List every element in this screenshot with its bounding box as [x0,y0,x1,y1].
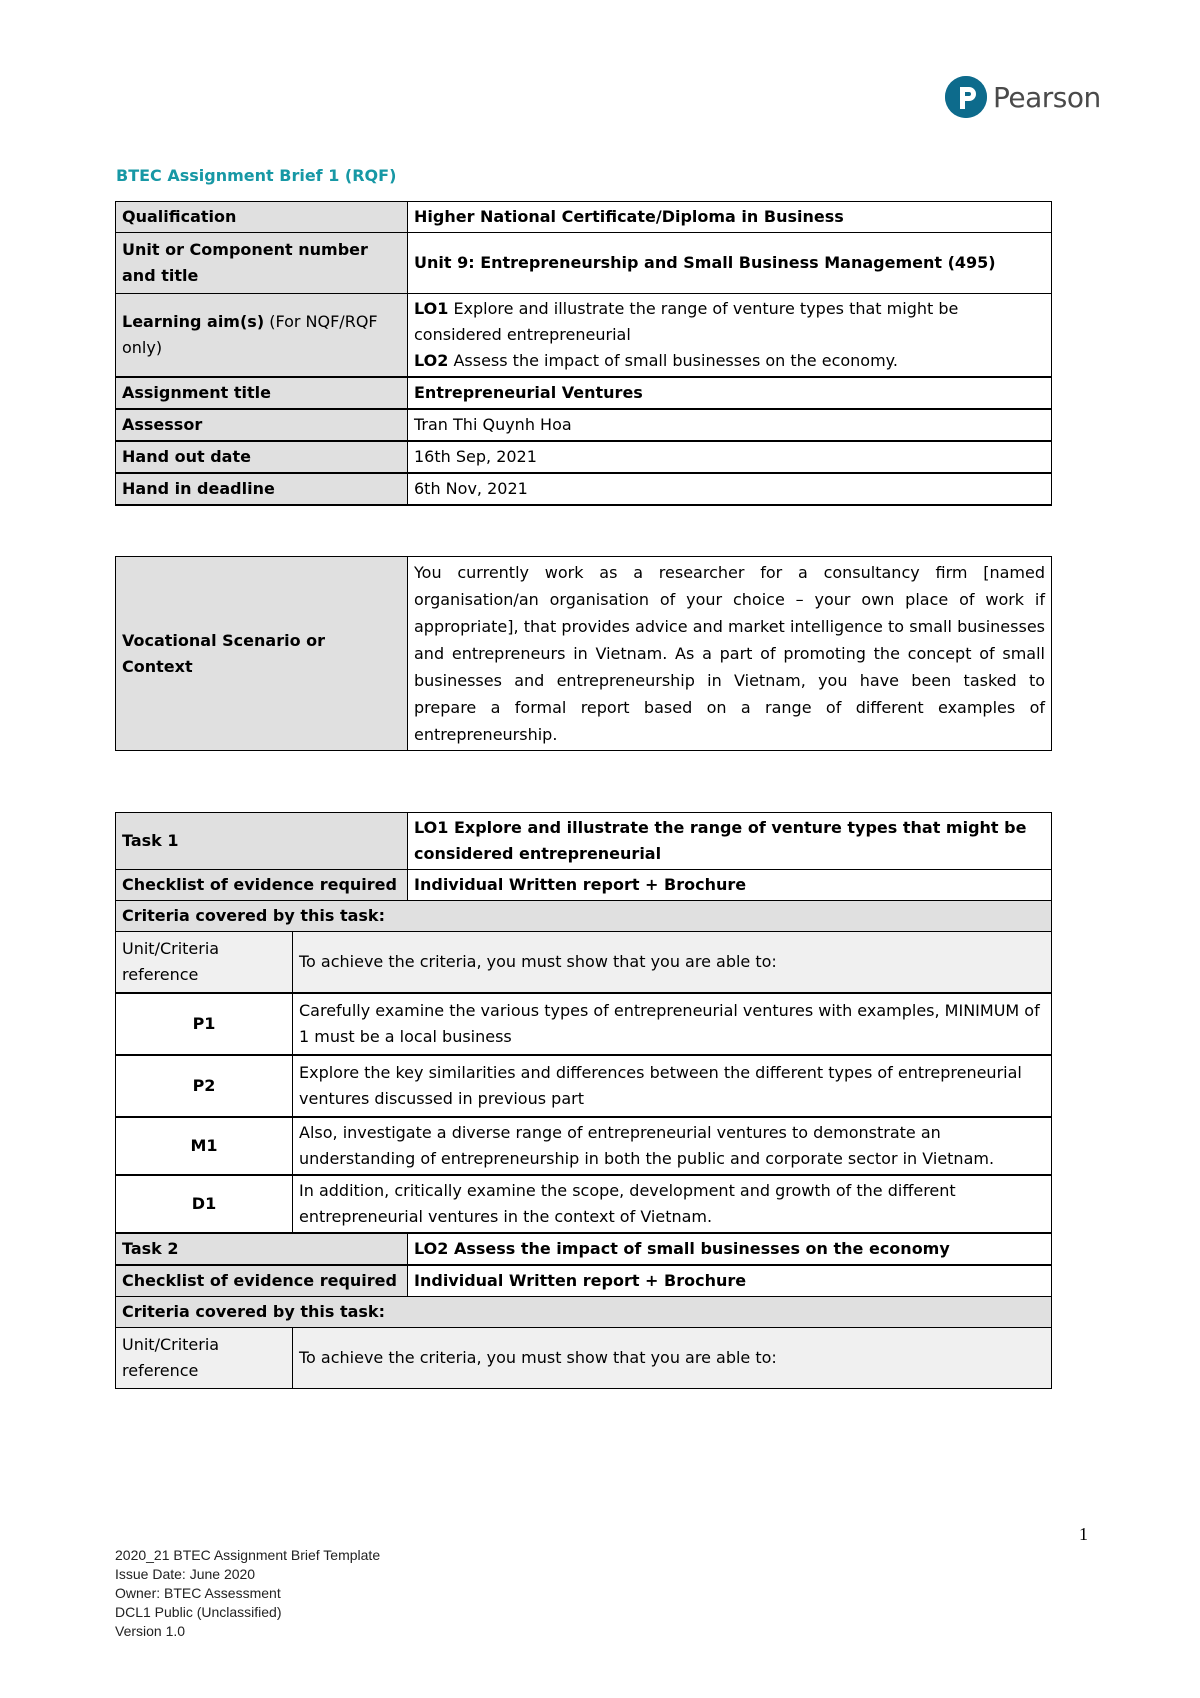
lo2-code: LO2 [414,351,449,370]
learning-aims-label [116,294,408,378]
task1-checklist-label: Checklist of evidence required [116,870,408,901]
page-title: BTEC Assignment Brief 1 (RQF) [116,166,397,185]
footer-template-name: 2020_21 BTEC Assignment Brief Template [115,1547,381,1563]
task2-criteria-heading-row [116,1297,1052,1328]
page-number: 1 [1079,1524,1088,1544]
task2-checklist-label: Checklist of evidence required [116,1265,408,1297]
criteria-text-p1: Carefully examine the various types of entrepreneurial ventures with examples, MINIMUM of 1 must be a local business [293,993,1052,1055]
learning-aims-value [408,294,1052,378]
pearson-logo [945,72,1101,122]
unit-label: Unit or Component number and title [116,233,408,294]
assessor-label: Assessor [116,409,408,441]
task1-ref-header: Unit/Criteria reference [116,932,293,994]
qualification-value: Higher National Certificate/Diploma in Business [408,202,1052,233]
pearson-logo-text: Pearson [993,80,1101,114]
learning-aims-label-bold: Learning aim(s) [122,312,265,331]
criteria-row-d1 [116,1175,1052,1233]
learning-aims-label-note: (For NQF/RQF only) [122,312,378,357]
hand-out-row [116,441,1052,473]
criteria-code-p2: P2 [116,1055,293,1117]
task-table [115,812,1052,1389]
unit-value: Unit 9: Entrepreneurship and Small Business Management (495) [408,233,1052,294]
task2-criteria-header-row [116,1328,1052,1389]
task2-checklist-row [116,1265,1052,1297]
hand-out-value: 16th Sep, 2021 [408,441,1052,473]
criteria-code-m1: M1 [116,1117,293,1175]
scenario-table [115,556,1052,751]
hand-in-value: 6th Nov, 2021 [408,473,1052,505]
task2-checklist-value: Individual Written report + Brochure [408,1265,1052,1297]
assignment-info-table [115,201,1052,506]
task1-criteria-header-row [116,932,1052,994]
criteria-text-d1: In addition, critically examine the scope, development and growth of the different entrepreneurial ventures in the context of Vietnam. [293,1175,1052,1233]
task1-lo: LO1 Explore and illustrate the range of venture types that might be considered entrepreneurial [408,813,1052,870]
footer-version: Version 1.0 [115,1623,186,1639]
task1-label: Task 1 [116,813,408,870]
criteria-text-m1: Also, investigate a diverse range of entrepreneurial ventures to demonstrate an understanding of entrepreneurship in both the public and corporate sector in Vietnam. [293,1117,1052,1175]
unit-row [116,233,1052,294]
pearson-logo-icon [945,76,987,118]
lo2-text: Assess the impact of small businesses on the economy. [448,351,898,370]
criteria-row-p2 [116,1055,1052,1117]
assignment-title-row [116,377,1052,409]
assignment-title-label: Assignment title [116,377,408,409]
scenario-label: Vocational Scenario or Context [116,557,408,751]
criteria-row-m1 [116,1117,1052,1175]
footer-issue-date: Issue Date: June 2020 [115,1566,256,1582]
hand-out-label: Hand out date [116,441,408,473]
criteria-code-p1: P1 [116,993,293,1055]
criteria-text-p2: Explore the key similarities and differences between the different types of entrepreneurial ventures discussed in previous part [293,1055,1052,1117]
task1-criteria-heading: Criteria covered by this task: [116,901,1052,932]
task2-achieve-header: To achieve the criteria, you must show that you are able to: [293,1328,1052,1389]
assessor-value: Tran Thi Quynh Hoa [408,409,1052,441]
assessor-row [116,409,1052,441]
task2-criteria-heading: Criteria covered by this task: [116,1297,1052,1328]
task2-ref-header: Unit/Criteria reference [116,1328,293,1389]
task1-criteria-heading-row [116,901,1052,932]
assignment-title-value: Entrepreneurial Ventures [408,377,1052,409]
hand-in-row [116,473,1052,505]
document-footer [115,1546,380,1641]
lo1-code: LO1 [414,299,449,318]
task1-row [116,813,1052,870]
scenario-text: You currently work as a researcher for a consultancy firm [named organisation/an organisation of your choice – your own place of work if appropriate], that provides advice and market intelligence to small businesses and entrepreneurs in Vietnam. As a part of promoting the concept of small businesses and entrepreneurship in Vietnam, you have been tasked to prepare a formal report based on a range of different examples of entrepreneurship. [408,557,1052,751]
qualification-row [116,202,1052,233]
task2-row [116,1233,1052,1265]
criteria-row-p1 [116,993,1052,1055]
task1-checklist-row [116,870,1052,901]
hand-in-label: Hand in deadline [116,473,408,505]
task2-label: Task 2 [116,1233,408,1265]
task1-achieve-header: To achieve the criteria, you must show that you are able to: [293,932,1052,994]
learning-aims-row [116,294,1052,378]
scenario-row [116,557,1052,751]
criteria-code-d1: D1 [116,1175,293,1233]
lo1-text: Explore and illustrate the range of venture types that might be considered entrepreneurial [414,299,959,344]
qualification-label: Qualification [116,202,408,233]
task1-checklist-value: Individual Written report + Brochure [408,870,1052,901]
task2-lo: LO2 Assess the impact of small businesses on the economy [408,1233,1052,1265]
footer-owner: Owner: BTEC Assessment [115,1585,281,1601]
footer-classification: DCL1 Public (Unclassified) [115,1604,282,1620]
